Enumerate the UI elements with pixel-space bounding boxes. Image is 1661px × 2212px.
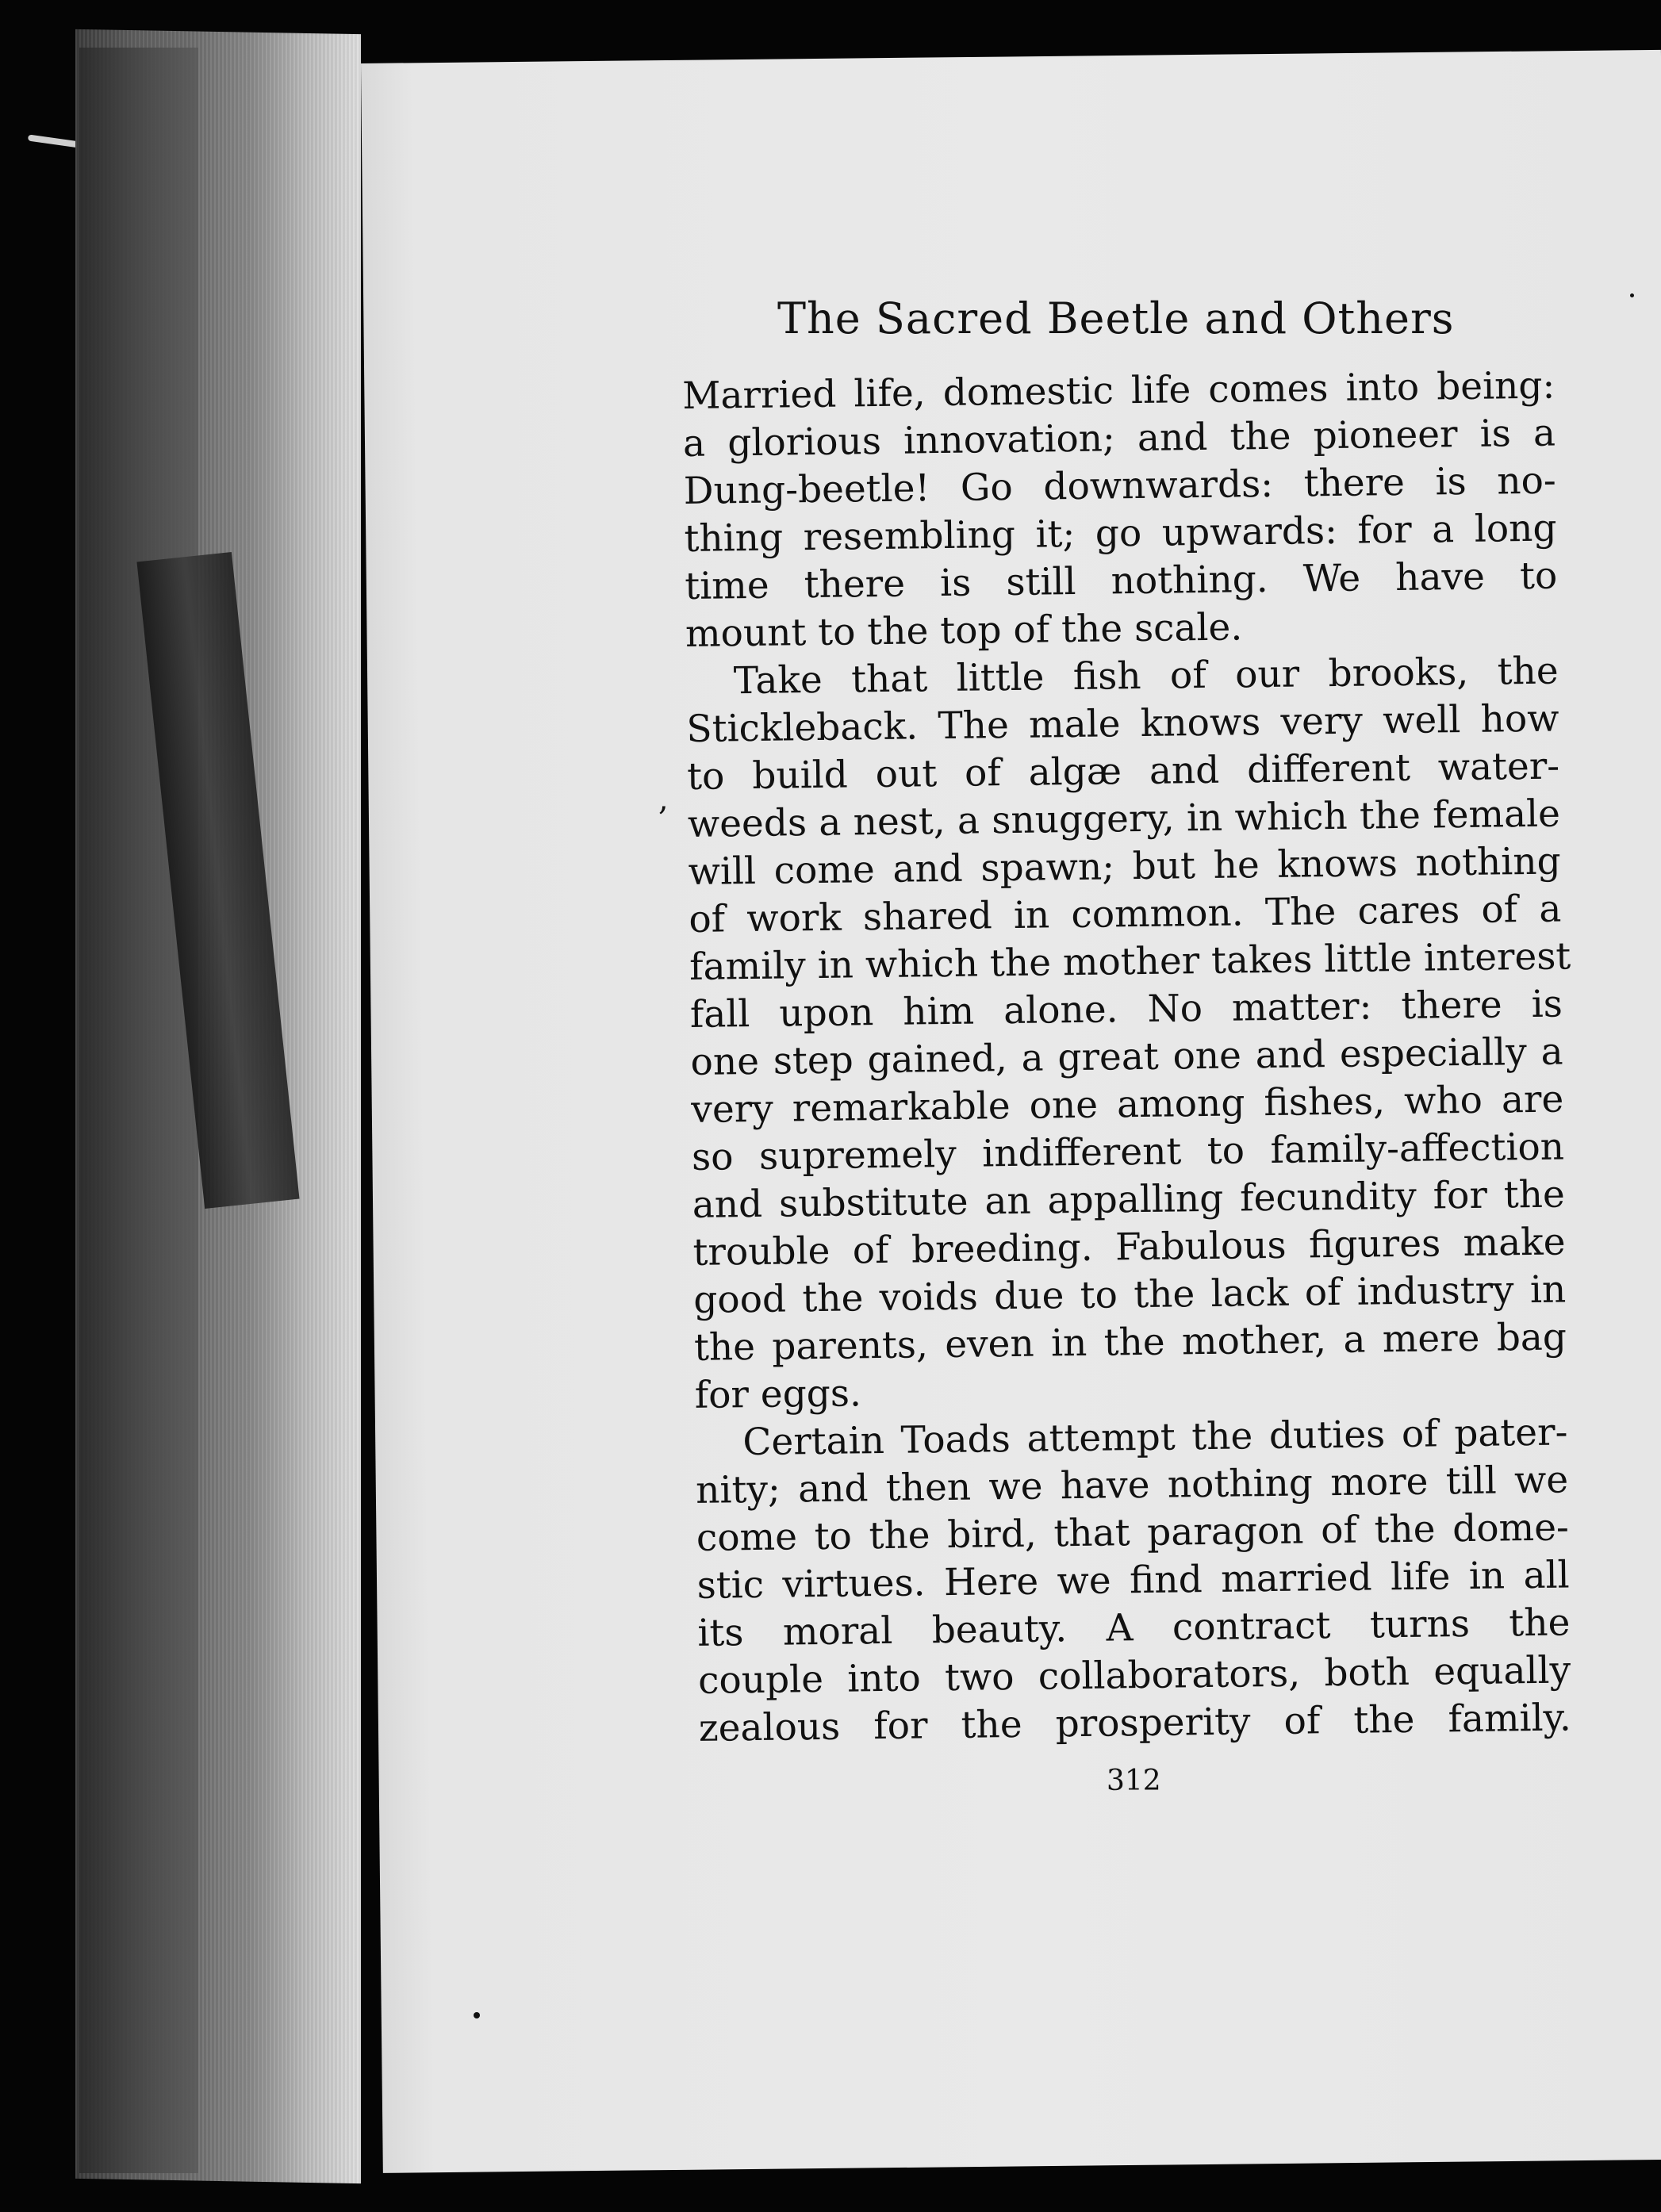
text-line: good the voids due to the lack of industry in [692,1267,1567,1322]
text-line: stic virtues. Here we find married life in all [696,1553,1570,1608]
running-head: The Sacred Beetle and Others [777,293,1455,343]
text-line: one step gained, a great one and especially a [690,1029,1563,1084]
paragraph-2 [685,648,1571,1420]
paragraph-1 [682,362,1558,658]
text-line: mount to the top of the scale. [685,605,1243,656]
text-line: trouble of breeding. Fabulous figures make [692,1220,1566,1275]
text-line: and substitute an appalling fecundity for the [692,1172,1566,1227]
page-number: 312 [1107,1765,1161,1797]
text-line: the parents, even in the mother, a mere bag [693,1315,1567,1370]
text-line: Stickleback. The male knows very well how [686,696,1559,751]
book-spine [79,48,198,2173]
margin-mark: , [658,781,669,818]
text-line: Take that little fish of our brooks, the [733,649,1559,703]
dust-speck [474,2012,480,2018]
text-line: Married life, domestic life comes into being: [682,363,1556,418]
text-line: of work shared in common. The cares of a [689,887,1562,941]
text-line: for eggs. [694,1371,862,1417]
text-line: Certain Toads attempt the duties of pater- [742,1410,1568,1465]
text-line: so supremely indifferent to family-affection [691,1125,1565,1179]
text-line: weeds a nest, a snuggery, in which the female [687,792,1561,846]
text-line: family in which the mother takes little interest [689,934,1571,989]
paragraph-3 [695,1409,1571,1752]
text-line: to build out of algæ and different water- [686,744,1560,799]
text-line: Dung-beetle! Go downwards: there is no- [683,458,1557,513]
text-line: zealous for the prosperity of the family. [698,1696,1572,1750]
text-line: its moral beauty. A contract turns the [697,1601,1571,1655]
text-line: time there is still nothing. We have to [684,554,1558,608]
text-line: come to the bird, that paragon of the dome- [696,1505,1570,1560]
dust-speck [1630,293,1634,297]
text-line: nity; and then we have nothing more till we [695,1458,1569,1512]
text-line: thing resembling it; go upwards: for a long [684,506,1557,561]
body-text [682,362,1571,1753]
text-line: will come and spawn; but he knows nothing [688,839,1561,894]
text-line: very remarkable one among fishes, who are [691,1077,1564,1132]
text-line: couple into two collaborators, both equally [697,1648,1571,1703]
text-line: fall upon him alone. No matter: there is [689,982,1563,1037]
text-line: a glorious innovation; and the pioneer is a [682,411,1556,466]
